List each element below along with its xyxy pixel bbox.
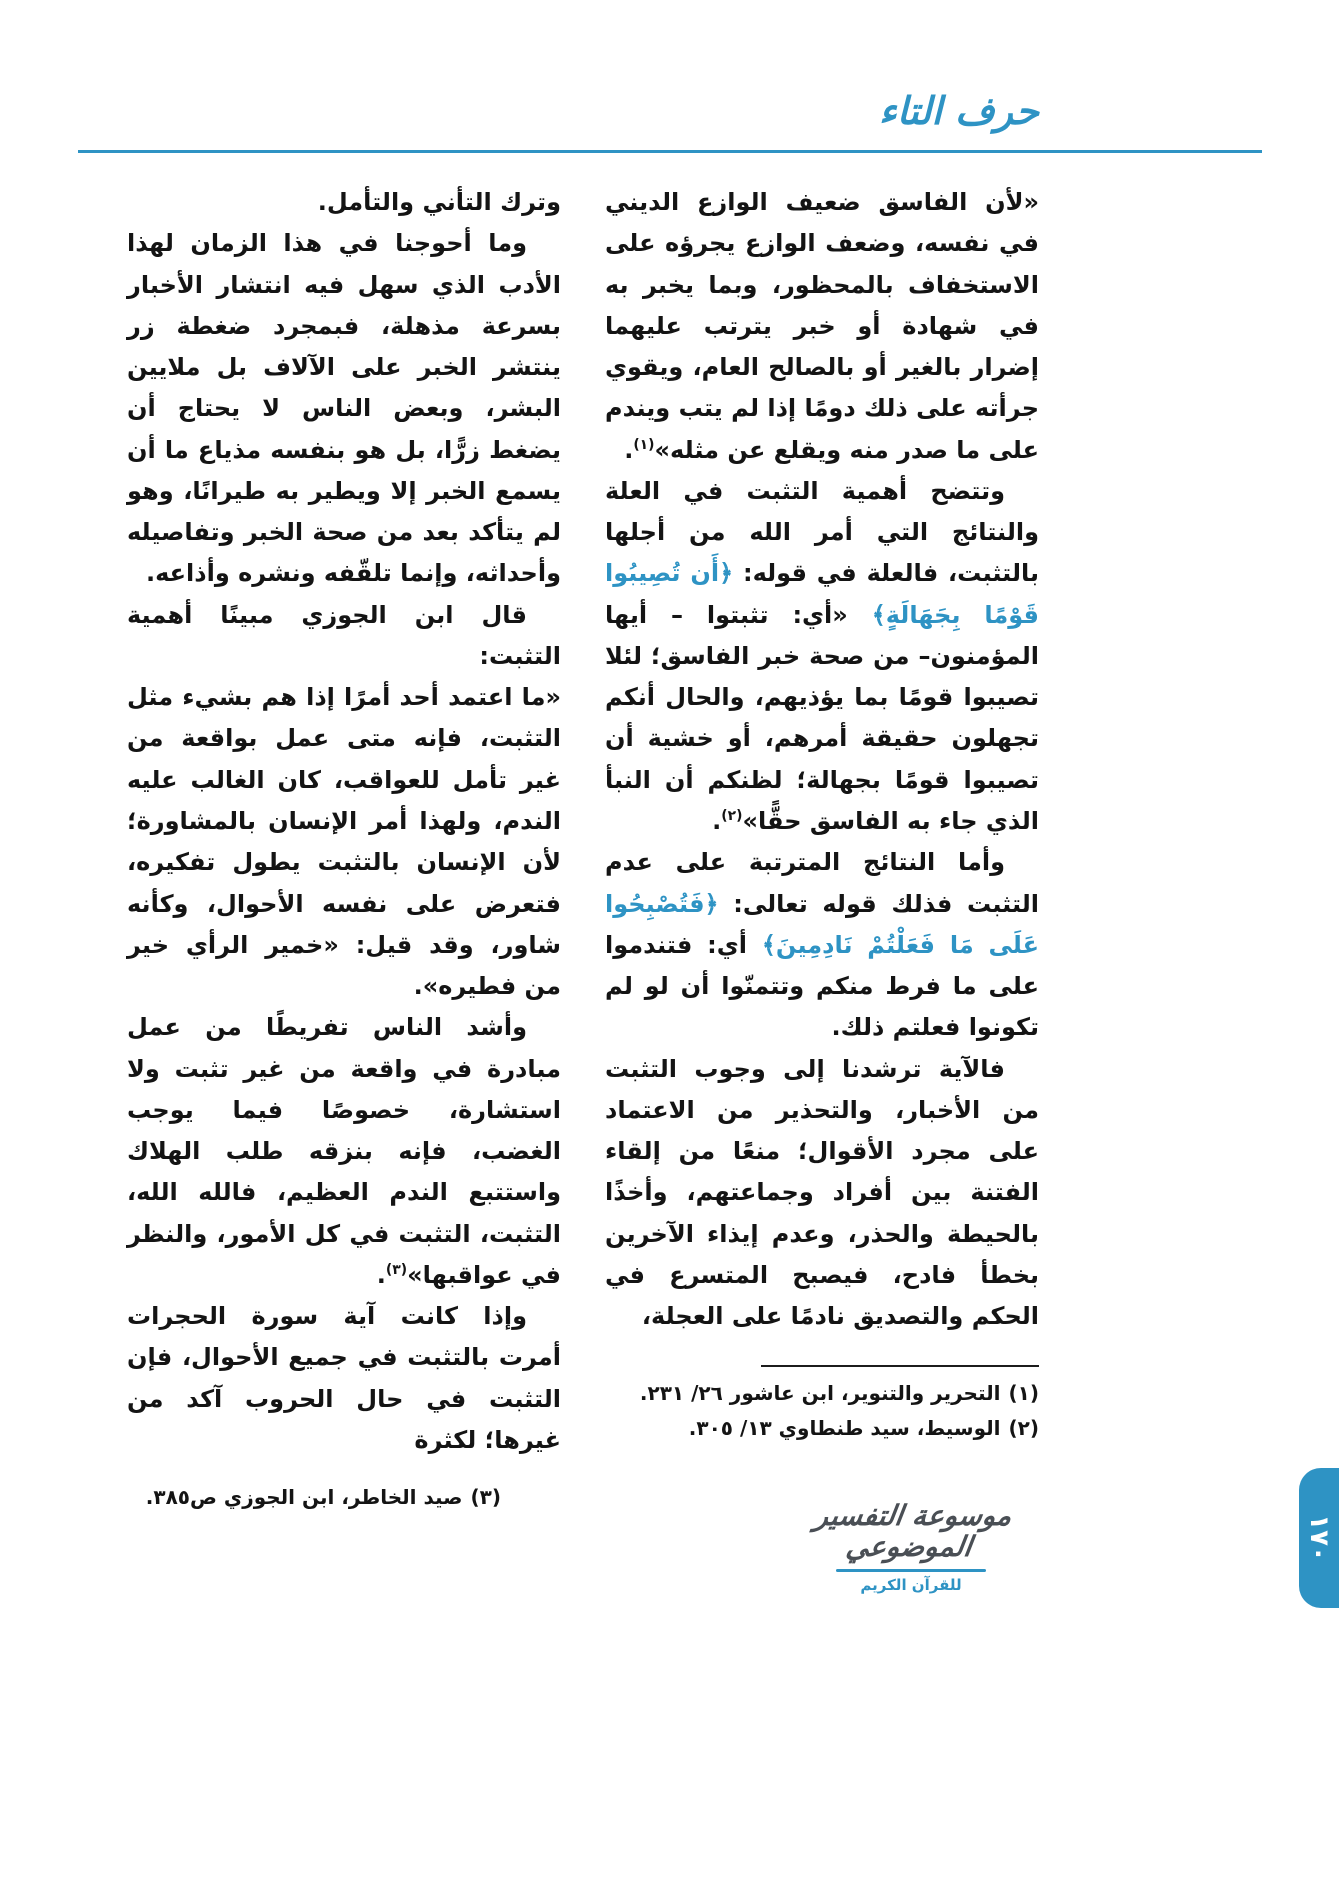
paragraph [127,1296,561,1461]
footnote-ref: (١) [633,436,655,453]
body-text: قال ابن الجوزي مبينًا أهمية التثبت: [127,600,561,670]
footnotes-left-list [127,1481,501,1514]
body-text: وتتضح أهمية التثبت في العلة والنتائج التي أمر الله من أجلها بالتثبت، فالعلة في قوله: [605,476,1039,588]
body-text: . [624,435,634,464]
column-right-paragraphs [605,182,1039,1337]
paragraph [127,182,561,223]
body-text: وأما النتائج المترتبة على عدم التثبت فذلك قوله تعالى: [605,848,1039,918]
footnote-ref: (٣) [385,1261,408,1278]
body-text: وترك التأني والتأمل. [317,188,561,216]
publisher-emblem [801,1501,1021,1594]
footnotes-right-list [605,1377,1039,1445]
footnote-text: الوسيط، سيد طنطاوي ١٣/ ٣٠٥. [688,1416,1001,1441]
body-text: . [376,1260,386,1289]
paragraph [605,471,1039,842]
paragraph [605,842,1039,1048]
footnote-text: التحرير والتنوير، ابن عاشور ٢٦/ ٢٣١. [639,1381,1001,1406]
footnote-divider-line [761,1365,1039,1367]
body-text: «ما اعتمد أحد أمرًا إذا هم بشيء مثل التثبت، فإنه متى عمل بواقعة من غير تأمل للعواقب، كان الغالب عليه الندم، ولهذا أمر الإنسان بالمشاورة؛ لأن الإنسان بالتثبت يطول تفكيره، فتعرض على نفسه الأحوال، وكأنه شاور، وقد قيل: «خمير الرأي خير من فطيره». [127,683,561,1001]
footnote-number: (١) [1008,1381,1039,1406]
body-text: . [712,806,722,835]
footnotes-left [127,1481,561,1514]
text-columns [127,182,1039,1516]
paragraph [605,182,1039,471]
column-left-paragraphs [127,182,561,1461]
quran-quote: ﴿فَتُصْبِحُوا عَلَى مَا فَعَلْتُمْ نَادِمِينَ﴾ [605,889,1039,959]
emblem-flourish-line [836,1569,986,1572]
paragraph [127,677,561,1007]
paragraph [127,1007,561,1296]
section-header-title: حرف التاء [878,88,1039,133]
paragraph [127,595,561,678]
footnote-number: (٣) [470,1485,501,1510]
page-number-tab [1299,1468,1339,1608]
footnote-item [605,1377,1039,1410]
paragraph [127,223,561,594]
page-number: ١٧٠ [1303,1514,1334,1562]
footnote-text: صيد الخاطر، ابن الجوزي ص٣٨٥. [145,1485,463,1510]
header-divider-line [78,150,1262,153]
body-text: «لأن الفاسق ضعيف الوازع الديني في نفسه، وضعف الوازع يجرؤه على الاستخفاف بالمحظور، وبما يخبر به في شهادة أو خبر يترتب عليهما إضرار بالغير أو بالصالح العام، ويقوي جرأته على ذلك دومًا إذا لم يتب ويندم على ما صدر منه ويقلع عن مثله» [605,188,1039,464]
footnote-item [127,1481,501,1514]
body-text: فالآية ترشدنا إلى وجوب التثبت من الأخبار، والتحذير من الاعتماد على مجرد الأقوال؛ منعًا من إلقاء الفتنة بين أفراد وجماعتهم، وأخذًا بالحيطة والحذر، وعدم إيذاء الآخرين بخطأ فادح، فيصبح المتسرع في الحكم والتصديق نادمًا على العجلة، [605,1054,1039,1331]
paragraph [605,1049,1039,1338]
body-text: وأشد الناس تفريطًا من عمل مبادرة في واقعة من غير تثبت ولا استشارة، خصوصًا فيما يوجب الغضب، فإنه بنزقه طلب الهلاك واستتبع الندم العظيم، فالله الله، التثبت، التثبت في كل الأمور، والنظر في عواقبها» [127,1013,561,1289]
column-left [127,182,561,1516]
body-text: وما أحوجنا في هذا الزمان لهذا الأدب الذي سهل فيه انتشار الأخبار بسرعة مذهلة، فبمجرد ضغطة زر ينتشر الخبر على الآلاف بل ملايين البشر، وبعض الناس لا يحتاج أن يضغط زرًّا، بل هو بنفسه مذياع ما أن يسمع الخبر إلا ويطير به طيرانًا، وهو لم يتأكد بعد من صحة الخبر وتفاصيله وأحداثه، وإنما تلقّفه ونشره وأذاعه. [127,229,561,588]
body-text: أي: فتندموا على ما فرط منكم وتتمنّوا أن لو لم تكونوا فعلتم ذلك. [605,930,1039,1042]
quran-quote: ﴿أَن تُصِيبُوا قَوْمًا بِجَهَالَةٍ﴾ [605,559,1040,629]
footnote-ref: (٢) [721,807,743,824]
footnote-number: (٢) [1008,1416,1039,1441]
column-right [605,182,1039,1516]
emblem-subtitle: للقرآن الكريم [860,1576,962,1594]
emblem-title: موسوعة التفسير الموضوعي [812,1499,1014,1564]
body-text: وإذا كانت آية سورة الحجرات أمرت بالتثبت في جميع الأحوال، فإن التثبت في حال الحروب آكد من غيرها؛ لكثرة [127,1302,561,1454]
footnote-item [605,1412,1039,1445]
footnotes-right [605,1365,1039,1445]
body-text: «أي: تثبتوا – أيها المؤمنون– من صحة خبر الفاسق؛ لئلا تصيبوا قومًا بما يؤذيهم، والحال أنكم تجهلون حقيقة أمرهم، أو خشية أن تصيبوا قومًا بجهالة؛ لظنكم أن النبأ الذي جاء به الفاسق حقًّا» [605,600,1039,835]
